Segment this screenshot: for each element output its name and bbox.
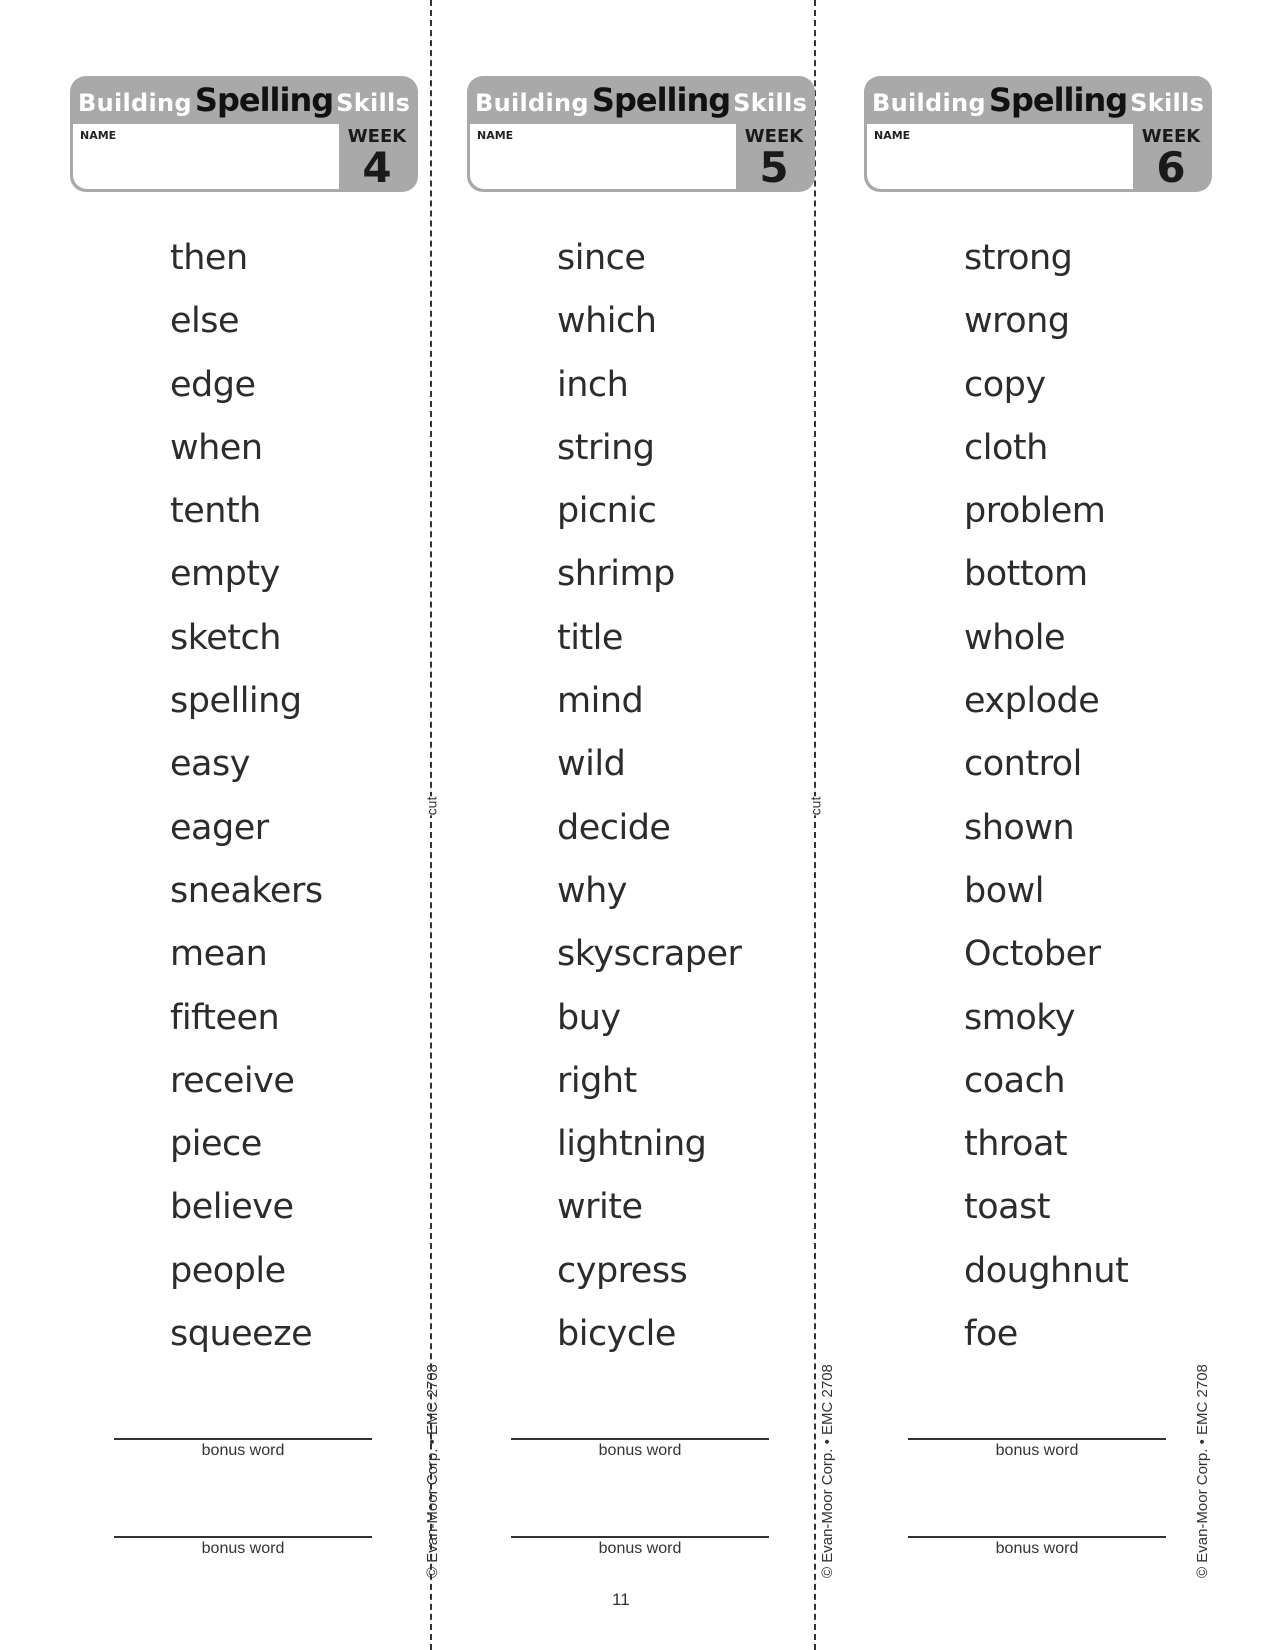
bonus-word-field-1[interactable] [511, 1438, 769, 1460]
word-item: right [557, 1060, 637, 1101]
week-number: 4 [362, 143, 392, 192]
word-item: problem [964, 491, 1106, 532]
week-number: 5 [759, 143, 789, 192]
week-label: WEEK [347, 126, 407, 147]
name-field[interactable] [867, 124, 1133, 189]
cut-label-1: cut [423, 796, 440, 816]
card-header [70, 76, 418, 192]
word-item: spelling [170, 681, 302, 722]
word-item: title [557, 617, 623, 658]
name-field[interactable] [470, 124, 736, 189]
name-field[interactable] [73, 124, 339, 189]
word-item: picnic [557, 491, 657, 532]
word-item: sketch [170, 617, 281, 658]
bonus-word-label: bonus word [201, 1540, 285, 1557]
page-number: 11 [612, 1590, 630, 1609]
bonus-word-field-2[interactable] [511, 1536, 769, 1558]
word-item: shrimp [557, 554, 675, 595]
word-item: foe [964, 1314, 1018, 1355]
card-title: BuildingSpelling Skills [872, 81, 1205, 119]
word-item: lightning [557, 1124, 707, 1165]
name-label: NAME [80, 129, 117, 142]
word-item: smoky [964, 997, 1075, 1038]
word-item: wrong [964, 301, 1070, 342]
word-item: throat [964, 1124, 1068, 1165]
word-item: else [170, 301, 240, 342]
word-item: toast [964, 1187, 1051, 1228]
word-item: bottom [964, 554, 1088, 595]
word-item: explode [964, 681, 1100, 722]
week-number: 6 [1156, 143, 1186, 192]
bonus-word-label: bonus word [995, 1540, 1079, 1557]
word-item: control [964, 744, 1082, 785]
word-item: mean [170, 934, 268, 975]
name-label: NAME [874, 129, 911, 142]
word-item: then [170, 238, 248, 278]
cut-label-2: cut [807, 796, 824, 816]
word-item: decide [557, 807, 671, 848]
word-item: edge [170, 364, 256, 405]
word-item: when [170, 427, 263, 468]
spelling-card-week-6 [864, 0, 1212, 1650]
bonus-word-field-2[interactable] [114, 1536, 372, 1558]
card-title: BuildingSpelling Skills [475, 81, 808, 119]
word-item: strong [964, 238, 1073, 278]
word-item: which [557, 301, 657, 342]
bonus-word-label: bonus word [598, 1442, 682, 1459]
name-label: NAME [477, 129, 514, 142]
word-item: sneakers [170, 870, 323, 911]
week-label: WEEK [1141, 126, 1201, 147]
bonus-word-field-1[interactable] [908, 1438, 1166, 1460]
word-item: bowl [964, 870, 1044, 911]
card-title: BuildingSpelling Skills [78, 81, 411, 119]
word-item: receive [170, 1060, 295, 1101]
word-item: write [557, 1187, 643, 1228]
copyright-notice: © Evan-Moor Corp. • EMC 2708 [819, 1364, 836, 1578]
word-item: wild [557, 744, 626, 785]
word-item: string [557, 427, 655, 468]
word-item: skyscraper [557, 934, 742, 975]
bonus-word-label: bonus word [201, 1442, 285, 1459]
word-list [557, 230, 741, 1369]
bonus-word-field-2[interactable] [908, 1536, 1166, 1558]
word-item: inch [557, 364, 629, 405]
week-label: WEEK [744, 126, 804, 147]
word-item: buy [557, 997, 621, 1038]
word-item: whole [964, 617, 1065, 658]
word-item: coach [964, 1060, 1066, 1101]
copyright-notice: © Evan-Moor Corp. • EMC 2708 [1194, 1364, 1211, 1578]
word-item: squeeze [170, 1314, 313, 1355]
word-item: why [557, 870, 628, 911]
word-item: October [964, 934, 1101, 975]
word-item: doughnut [964, 1250, 1129, 1291]
word-list [170, 230, 323, 1369]
word-item: shown [964, 807, 1075, 848]
word-item: copy [964, 364, 1046, 405]
word-item: easy [170, 744, 250, 785]
word-item: eager [170, 807, 269, 848]
word-item: tenth [170, 491, 261, 532]
word-item: mind [557, 681, 644, 722]
card-header [864, 76, 1212, 192]
copyright-notice: © Evan-Moor Corp. • EMC 2708 [424, 1364, 441, 1578]
word-item: people [170, 1250, 286, 1291]
word-item: cypress [557, 1250, 688, 1291]
word-item: cloth [964, 427, 1048, 468]
word-item: empty [170, 554, 280, 595]
card-header [467, 76, 815, 192]
bonus-word-label: bonus word [995, 1442, 1079, 1459]
bonus-word-label: bonus word [598, 1540, 682, 1557]
word-item: since [557, 238, 646, 278]
bonus-word-field-1[interactable] [114, 1438, 372, 1460]
word-item: believe [170, 1187, 294, 1228]
word-item: bicycle [557, 1314, 676, 1355]
word-list [964, 230, 1128, 1369]
word-item: fifteen [170, 997, 280, 1038]
word-item: piece [170, 1124, 262, 1165]
